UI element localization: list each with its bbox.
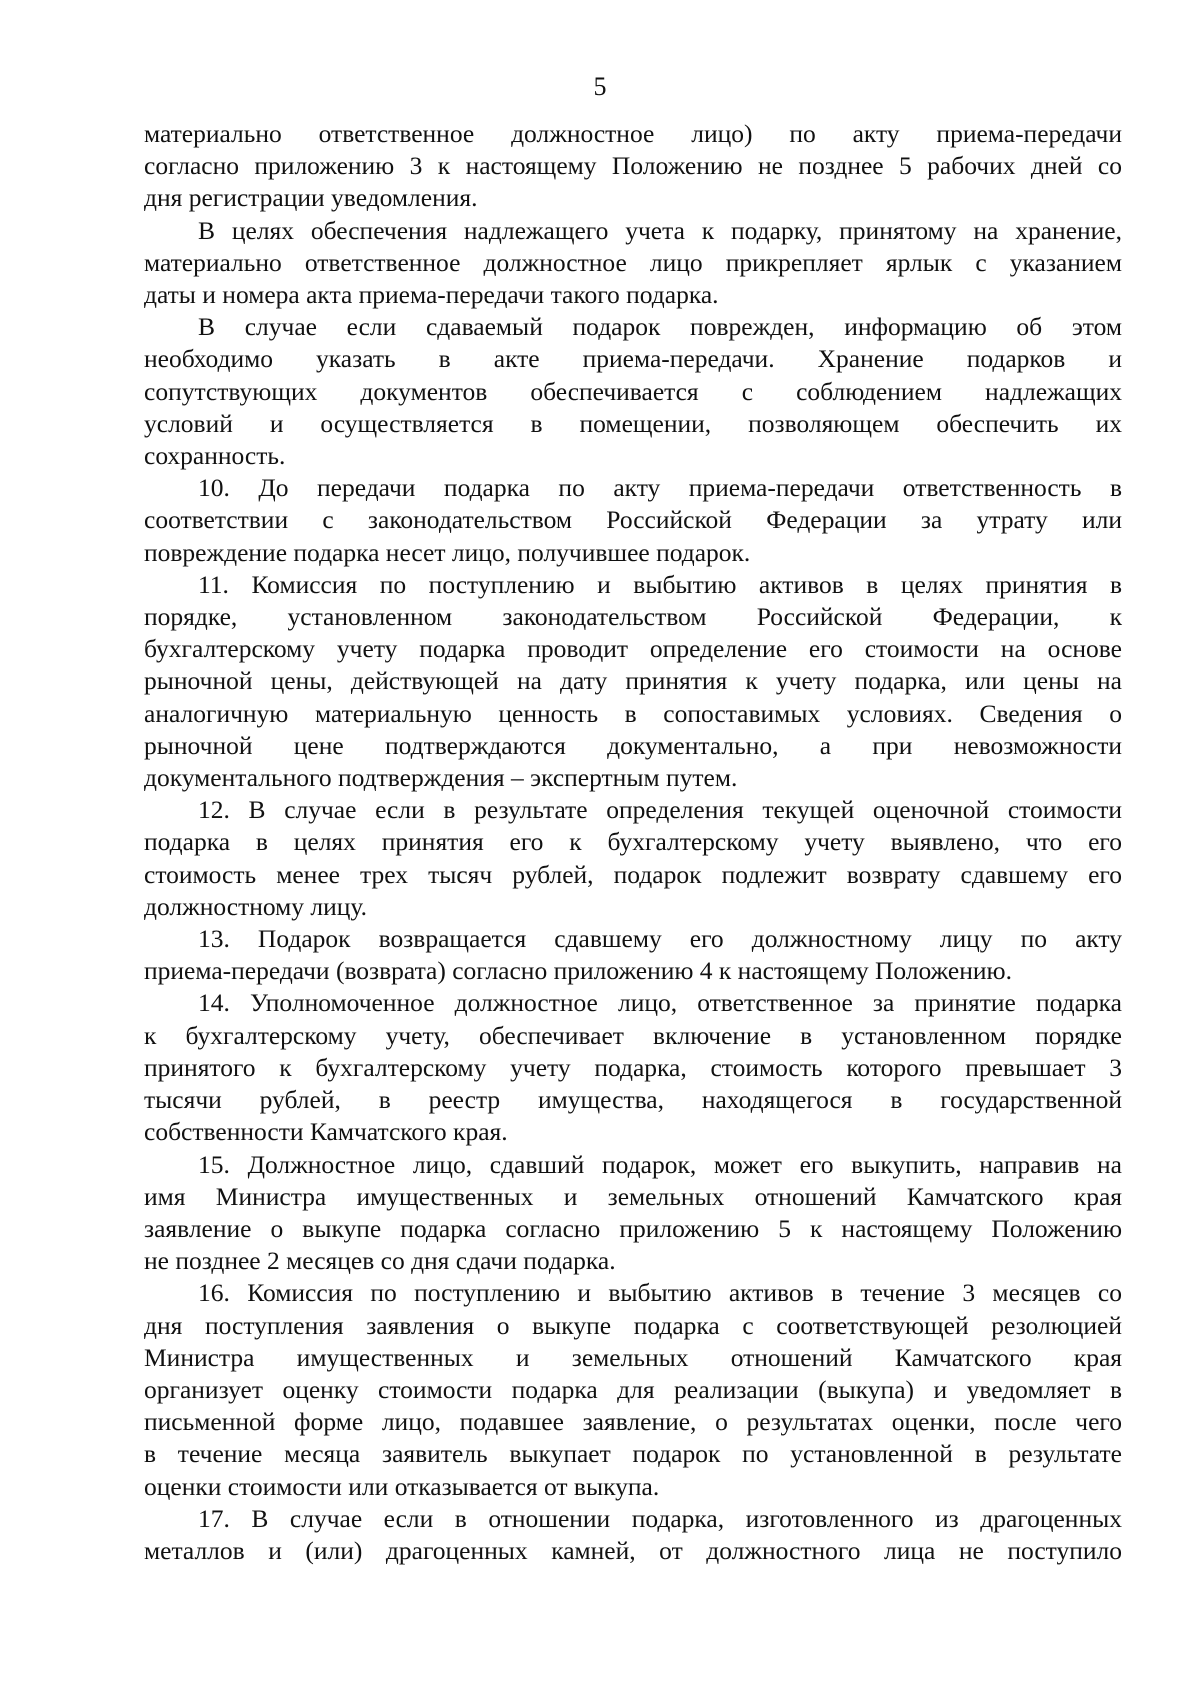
paragraph-item-11: [144, 569, 1122, 794]
text-line: дня регистрации уведомления.: [144, 183, 478, 213]
text-line: аналогичную материальную ценность в сопоставимых условиях. Сведения о: [144, 698, 1122, 728]
text-line: сохранность.: [144, 441, 286, 471]
text-line: в течение месяца заявитель выкупает подарок по установленной в результате: [144, 1439, 1122, 1469]
paragraph-item-12: [144, 794, 1122, 923]
text-line: материально ответственное должностное лицо прикрепляет ярлык с указанием: [144, 247, 1122, 277]
text-line: к бухгалтерскому учету, обеспечивает включение в установленном порядке: [144, 1020, 1122, 1050]
text-line: Министра имущественных и земельных отношений Камчатского края: [144, 1342, 1122, 1372]
text-line: 17. В случае если в отношении подарка, изготовленного из драгоценных: [198, 1503, 1122, 1533]
text-line: условий и осуществляется в помещении, позволяющем обеспечить их: [144, 408, 1122, 438]
text-line: имя Министра имущественных и земельных отношений Камчатского края: [144, 1181, 1122, 1211]
text-line: В случае если сдаваемый подарок поврежден, информацию об этом: [198, 312, 1122, 342]
text-line: подарка в целях принятия его к бухгалтерскому учету выявлено, что его: [144, 827, 1122, 857]
paragraph-item-14: [144, 987, 1122, 1148]
text-line: даты и номера акта приема-передачи такого подарка.: [144, 280, 719, 310]
paragraph-damaged-gift: [144, 311, 1122, 472]
text-line: дня поступления заявления о выкупе подарка с соответствующей резолюцией: [144, 1310, 1122, 1340]
text-line: не позднее 2 месяцев со дня сдачи подарка.: [144, 1246, 616, 1276]
text-line: заявление о выкупе подарка согласно приложению 5 к настоящему Положению: [144, 1213, 1122, 1243]
text-line: должностному лицу.: [144, 891, 367, 921]
paragraph-continuation: [144, 118, 1122, 215]
paragraph-item-13: [144, 923, 1122, 987]
paragraph-item-17: [144, 1503, 1122, 1567]
text-line: 15. Должностное лицо, сдавший подарок, может его выкупить, направив на: [198, 1149, 1122, 1179]
text-line: 13. Подарок возвращается сдавшему его должностному лицу по акту: [198, 924, 1122, 954]
text-line: 10. До передачи подарка по акту приема-передачи ответственность в: [198, 473, 1122, 503]
text-line: 11. Комиссия по поступлению и выбытию активов в целях принятия в: [198, 569, 1122, 599]
text-line: рыночной цене подтверждаются документально, а при невозможности: [144, 730, 1122, 760]
text-line: металлов и (или) драгоценных камней, от должностного лица не поступило: [144, 1535, 1122, 1565]
text-line: необходимо указать в акте приема-передачи. Хранение подарков и: [144, 344, 1122, 374]
text-line: порядке, установленном законодательством Российской Федерации, к: [144, 602, 1122, 632]
paragraph-item-10: [144, 472, 1122, 569]
text-line: рыночной цены, действующей на дату принятия к учету подарка, или цены на: [144, 666, 1122, 696]
text-line: 16. Комиссия по поступлению и выбытию активов в течение 3 месяцев со: [198, 1278, 1122, 1308]
text-line: собственности Камчатского края.: [144, 1117, 508, 1147]
paragraph-item-16: [144, 1277, 1122, 1502]
paragraph-item-15: [144, 1149, 1122, 1278]
text-line: приема-передачи (возврата) согласно приложению 4 к настоящему Положению.: [144, 956, 1012, 986]
text-line: стоимость менее трех тысяч рублей, подарок подлежит возврату сдавшему его: [144, 859, 1122, 889]
text-line: согласно приложению 3 к настоящему Положению не позднее 5 рабочих дней со: [144, 151, 1122, 181]
text-line: оценки стоимости или отказывается от выкупа.: [144, 1471, 660, 1501]
page-number: 5: [593, 72, 607, 101]
text-line: 14. Уполномоченное должностное лицо, ответственное за принятие подарка: [198, 988, 1122, 1018]
text-line: 12. В случае если в результате определения текущей оценочной стоимости: [198, 795, 1122, 825]
text-line: повреждение подарка несет лицо, получившее подарок.: [144, 537, 751, 567]
paragraph-label-attachment: [144, 215, 1122, 312]
text-line: бухгалтерскому учету подарка проводит определение его стоимости на основе: [144, 634, 1122, 664]
text-line: В целях обеспечения надлежащего учета к подарку, принятому на хранение,: [198, 215, 1122, 245]
text-line: организует оценку стоимости подарка для реализации (выкупа) и уведомляет в: [144, 1374, 1122, 1404]
text-line: тысячи рублей, в реестр имущества, находящегося в государственной: [144, 1085, 1122, 1115]
text-line: письменной форме лицо, подавшее заявление, о результатах оценки, после чего: [144, 1407, 1122, 1437]
text-line: соответствии с законодательством Российской Федерации за утрату или: [144, 505, 1122, 535]
text-line: принятого к бухгалтерскому учету подарка, стоимость которого превышает 3: [144, 1052, 1122, 1082]
document-body: [144, 118, 1122, 1567]
text-line: материально ответственное должностное лицо) по акту приема-передачи: [144, 119, 1122, 148]
text-line: сопутствующих документов обеспечивается с соблюдением надлежащих: [144, 376, 1122, 406]
text-line: документального подтверждения – экспертным путем.: [144, 763, 738, 793]
